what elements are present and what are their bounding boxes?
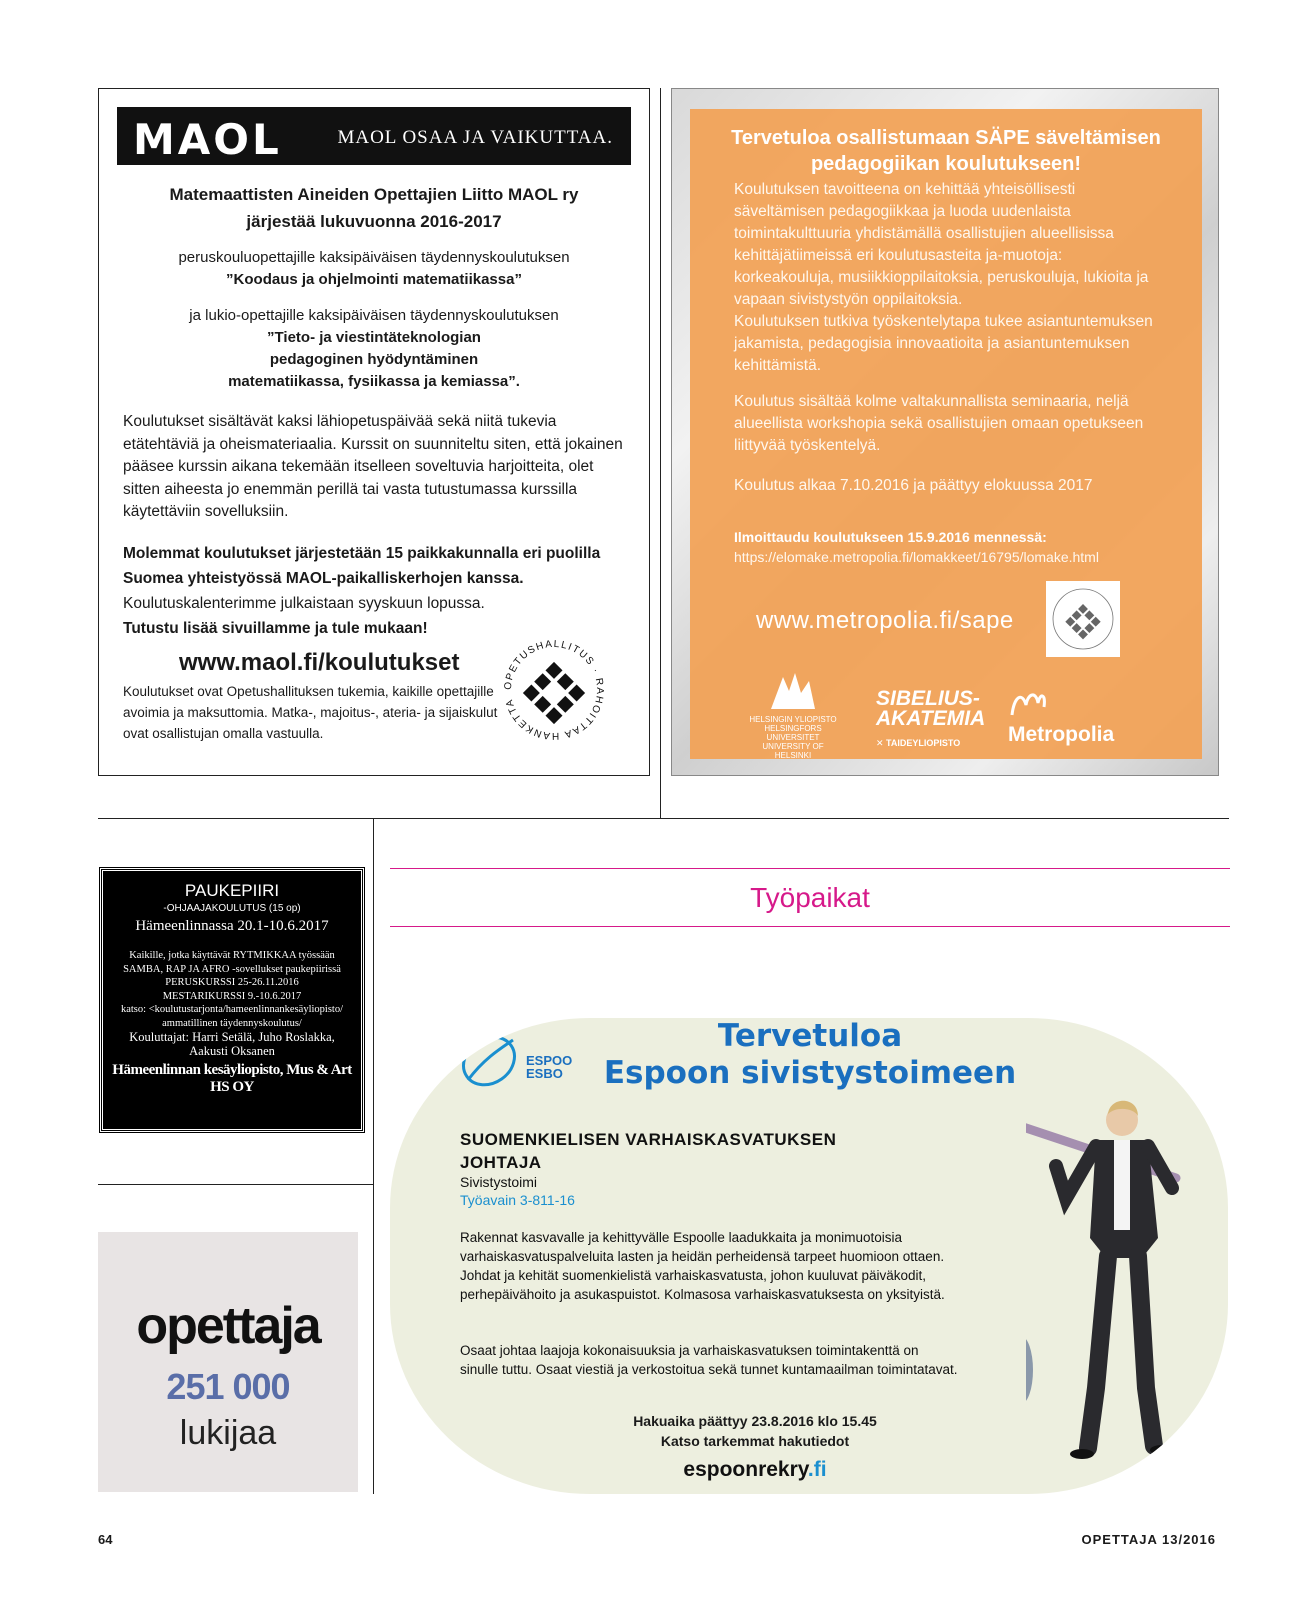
maol-logo: MAOL [133,115,282,164]
maol-url-link[interactable]: www.maol.fi/koulutukset [179,649,460,676]
svg-text:OPETUSHALLITUS · RAHOITTAA HAN: OPETUSHALLITUS · RAHOITTAA HANKETTA [502,638,606,742]
espoo-logo-icon [458,1030,520,1092]
issue-label: OPETTAJA 13/2016 [1081,1532,1216,1547]
sape-signup-link[interactable]: https://elomake.metropolia.fi/lomakkeet/16795/lomake.html [734,549,1099,565]
opettaja-readership-box [98,1232,358,1492]
page-number: 64 [98,1532,113,1547]
opettaja-logo: opettaja [136,1297,320,1355]
job-requirements: Osaat johtaa laajoja kokonaisuuksia ja varhaiskasvatuksen toimintakenttä on sinulle tuttu. Osaat viestiä ja verkostoitua sekä tunnet kuntamaailman toimintatavat. [460,1343,958,1377]
sape-para-3: Koulutus sisältää kolme valtakunnallista seminaaria, neljä alueellista workshopia sekä osallistujien omaan opetukseen liittyvää työskentelyä. [734,393,1144,454]
metropolia-mark-icon [1008,687,1048,717]
espoo-job-ad [390,1018,1228,1494]
job-code: Työavain 3-811-16 [460,1192,575,1208]
maol-slogan: MAOL OSAA JA VAIKUTTAA. [337,127,613,148]
sape-web-link[interactable]: www.metropolia.fi/sape [756,607,1014,634]
espoo-brand: ESPOO ESBO [526,1053,573,1081]
section-divider [98,818,1229,819]
espoonrekry-link[interactable]: espoonrekry.fi [683,1458,827,1481]
maol-locations-text: Molemmat koulutukset järjestetään 15 paikkakunnalla eri puolilla Suomea yhteistyössä MAOL-paikalliskerhojen kanssa. Koulutuskalenterimme julkaistaan syyskuun lopussa. Tutustu lisää sivuillamme ja tule mukaan! [123,545,601,637]
helsinki-university-logo: HELSINGIN YLIOPISTO HELSINGFORS UNIVERSITET UNIVERSITY OF HELSINKI [748,669,838,743]
jobs-rule-bottom [390,926,1230,927]
sape-signup-text: Ilmoittaudu koulutukseen 15.9.2016 mennessä: [734,529,1047,545]
maol-org: Matemaattisten Aineiden Opettajien Liitto MAOL ry järjestää lukuvuonna 2016-2017 [169,185,579,231]
metropolia-logo: Metropolia [1008,687,1114,747]
sape-title: Tervetuloa osallistumaan SÄPE säveltämisen pedagogiikan koulutukseen! [731,127,1161,175]
sape-para-2: Koulutuksen tutkiva työskentelytapa tukee asiantuntemuksen jakamista, pedagogisia innovaatioita ja asiantuntemuksen kehittämistä. [734,313,1153,374]
column-divider-bottom [373,818,374,1494]
job-department: Sivistystoimi [460,1174,538,1190]
opetushallitus-seal-icon [1046,581,1120,657]
sibelius-akatemia-logo: SIBELIUS-AKATEMIA ✕ TAIDEYLIOPISTO [876,687,986,748]
sape-para-1: Koulutuksen tavoitteena on kehittää yhteisöllisesti säveltämisen pedagogiikkaa ja luoda uudenlaista toimintakulttuuria yhdistämällä osallistujien alueellisissa kehittäjätiimeissä eri koulutusasteita ja-muotoja: korkeakouluja, musiikkioppilaitoksia, peruskouluja, lukioita ja vapaan sivistystyön oppilaitoksia. [734,181,1149,308]
application-deadline: Hakuaika päättyy 23.8.2016 klo 15.45 Katso tarkemmat hakutiedot [633,1413,877,1449]
opetushallitus-seal-icon [491,627,617,753]
sape-ad [671,88,1219,776]
espoo-heading: Tervetuloa Espoon sivistystoimeen [603,1018,1017,1091]
readers-label: lukijaa [179,1414,277,1452]
sape-para-4: Koulutus alkaa 7.10.2016 ja päättyy elokuussa 2017 [734,477,1093,494]
flame-icon [763,669,823,713]
job-title: SUOMENKIELISEN VARHAISKASVATUKSEN JOHTAJA [460,1130,837,1172]
maol-course-1: peruskouluopettajille kaksipäiväisen täydennyskoulutuksen ”Koodaus ja ohjelmointi matematiikassa” [178,249,570,288]
job-description: Rakennat kasvavalle ja kehittyvälle Espoolle laadukkaita ja monimuotoisia varhaiskasvatuspalveluita lasten ja heidän perheidensä tarpeet huomioon ottaen. Johdat ja kehität suomenkielistä varhaiskasvatusta, johon kuuluvat päiväkodit, perhepäivähoito ja asukaspuistot. Kolmasosa varhaiskasvatuksesta on yksityistä. [460,1230,945,1302]
maol-course-2: ja lukio-opettajille kaksipäiväisen täydennyskoulutuksen ”Tieto- ja viestintäteknologian pedagoginen hyödyntäminen matematiikassa, fysiikassa ja kemiassa”. [189,307,559,390]
maol-banner [117,107,631,165]
person-with-fishing-rod-illustration [1026,1088,1196,1468]
jobs-section-title: Työpaikat [750,882,870,913]
maol-body-text: Koulutukset sisältävät kaksi lähiopetuspäivää sekä niitä tukevia etätehtäviä ja oheismateriaalia. Kurssit on suunniteltu siten, että jokainen pääsee kurssin aikana tekemään itselleen soveltuvia harjoitteita, olet sitten aiheesta jo enemmän perillä tai vasta tutustumassa kurssilla käytettäviin sovelluksiin. [123,413,623,520]
reader-count: 251 000 [166,1366,290,1407]
left-column-divider [98,1184,373,1185]
maol-footer-text: Koulutukset ovat Opetushallituksen tukemia, kaikille opettajille avoimia ja maksuttomia. Matka-, majoitus-, ateria- ja sijaiskulut ovat osallistujan omalla vastuulla. [123,684,498,741]
jobs-rule-top [390,868,1230,869]
column-divider-top [660,88,661,818]
maol-ad [98,88,650,776]
sape-orange-panel [690,109,1202,759]
paukepiiri-ad: PAUKEPIIRI -OHJAAJAKOULUTUS (15 op) Hämeenlinnassa 20.1-10.6.2017 Kaikille, jotka käyttävät RYTMIKKAA työssään SAMBA, RAP JA AFRO -sovellukset paukepiirissä PERUSKURSSI 25-26.11.2016 MESTARIKURSSI 9.-10.6.2017 katso: <koulutustarjonta/hameenlinnankesäyliopisto/ ammatillinen täydennyskoulutus/ Kouluttajat: Harri Setälä, Juho Roslakka, Aakusti Oksanen Hämeenlinnan kesäyliopisto, Mus & Art HS OY [100,868,364,1132]
